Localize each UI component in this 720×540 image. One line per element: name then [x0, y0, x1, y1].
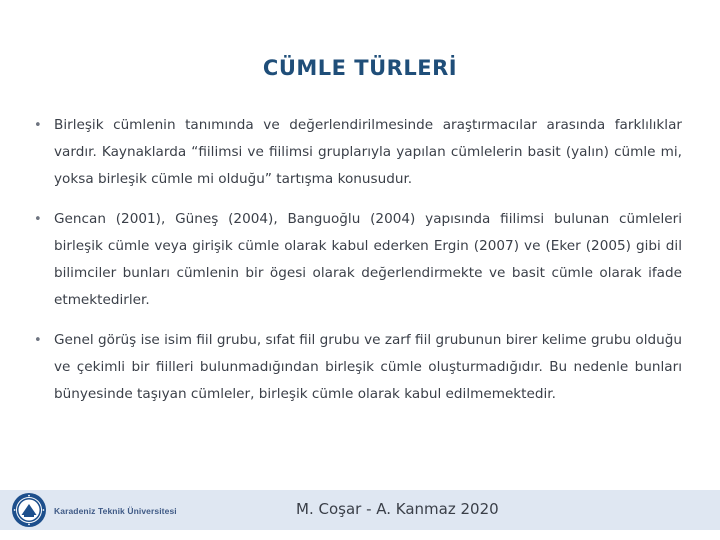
bullet-item [34, 112, 682, 193]
bullet-text: Gencan (2001), Güneş (2004), Banguoğlu (2004) yapısında fiilimsi bulunan cümleleri birleşik cümle veya girişik cümle olarak kabul ederken Ergin (2007) ve (Eker (2005) gibi dil bilimciler bunları cümlenin bir ögesi olarak değerlendirmekte ve basit cümle olarak ifade etmektedirler. [54, 211, 682, 308]
slide-title: CÜMLE TÜRLERİ [262, 56, 458, 80]
bullet-marker: • [34, 212, 42, 227]
bullet-marker: • [34, 118, 42, 133]
bullet-text: Birleşik cümlenin tanımında ve değerlendirilmesinde araştırmacılar arasında farklılıklar vardır. Kaynaklarda “fiilimsi ve fiilimsi gruplarıyla yapılan cümlelerin basit (yalın) cümle mi, yoksa birleşik cümle mi olduğu” tartışma konusudur. [54, 117, 682, 187]
bullet-item [34, 206, 682, 314]
bullet-text: Genel görüş ise isim fiil grubu, sıfat fiil grubu ve zarf fiil grubunun birer kelime grubu olduğu ve çekimli bir fiilleri bulunmadığından birleşik cümle oluşturmadığıdır. Bu nedenle bunları bünyesinde taşıyan cümleler, birleşik cümle olarak kabul edilmemektedir. [54, 332, 682, 402]
footer-authors: M. Coşar - A. Kanmaz 2020 [296, 500, 499, 518]
bullet-list [34, 112, 682, 421]
bullet-item [34, 327, 682, 408]
university-seal-icon [11, 492, 47, 528]
bullet-marker: • [34, 333, 42, 348]
university-name: Karadeniz Teknik Üniversitesi [54, 506, 177, 516]
